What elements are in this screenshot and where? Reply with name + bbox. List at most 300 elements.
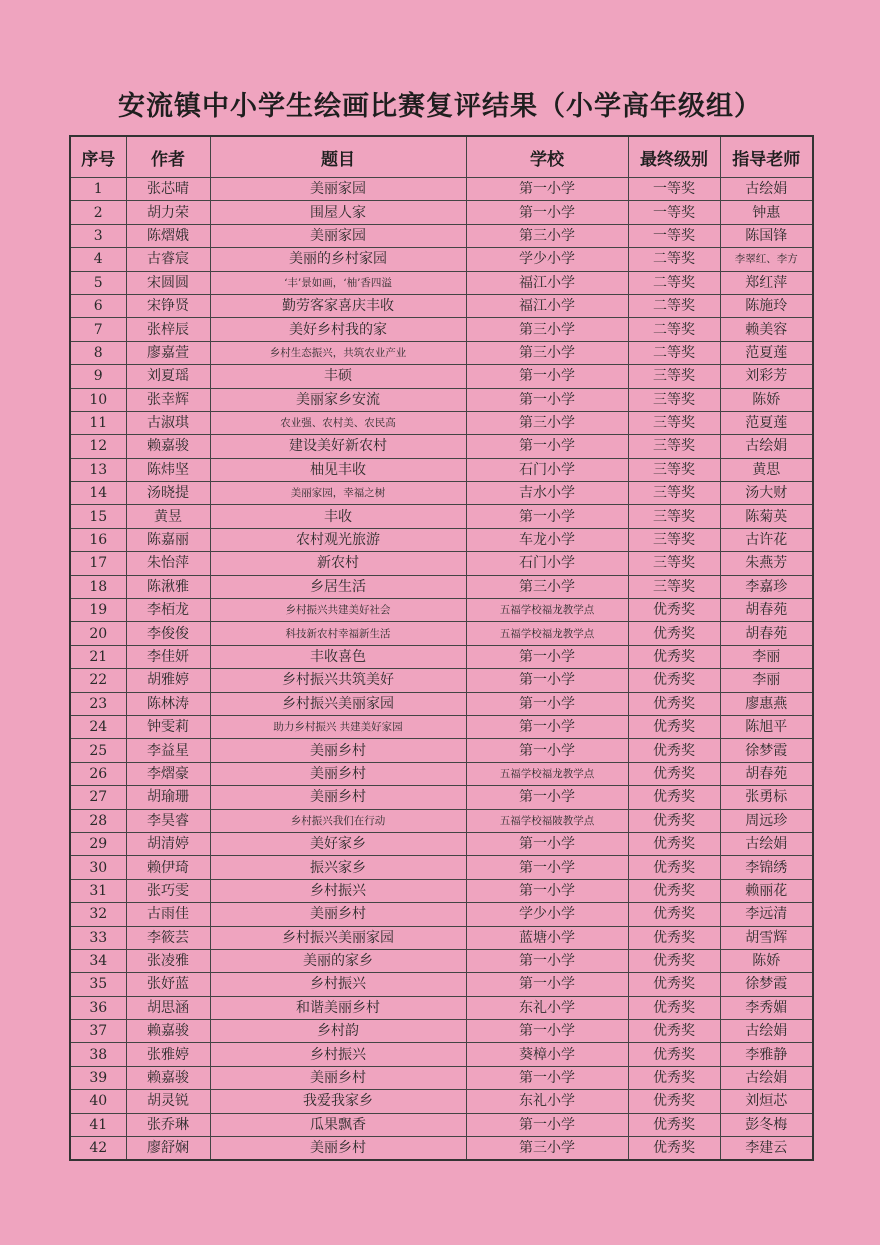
cell-author: 张凌雅 [126, 949, 210, 972]
cell-no: 34 [70, 949, 126, 972]
cell-subject: 农业强、农村美、农民高 [210, 411, 466, 434]
table-row [70, 1066, 813, 1089]
cell-level: 二等奖 [628, 294, 720, 317]
cell-school: 福江小学 [466, 271, 628, 294]
cell-subject: 乡居生活 [210, 575, 466, 598]
cell-no: 21 [70, 645, 126, 668]
cell-level: 优秀奖 [628, 622, 720, 645]
cell-teacher: 李秀媚 [720, 996, 813, 1019]
cell-level: 优秀奖 [628, 762, 720, 785]
cell-school: 车龙小学 [466, 528, 628, 551]
cell-subject: 丰硕 [210, 365, 466, 388]
cell-teacher: 陈菊英 [720, 505, 813, 528]
cell-subject: 乡村振兴我们在行动 [210, 809, 466, 832]
cell-teacher: 胡春苑 [720, 762, 813, 785]
cell-level: 优秀奖 [628, 1066, 720, 1089]
cell-teacher: 李建云 [720, 1137, 813, 1161]
cell-no: 25 [70, 739, 126, 762]
cell-author: 张芯晴 [126, 178, 210, 201]
cell-subject: 美丽乡村 [210, 786, 466, 809]
table-row [70, 669, 813, 692]
header-school: 学校 [466, 136, 628, 178]
cell-level: 二等奖 [628, 271, 720, 294]
cell-teacher: 古绘娟 [720, 1020, 813, 1043]
cell-author: 钟雯莉 [126, 715, 210, 738]
cell-subject: 农村观光旅游 [210, 528, 466, 551]
table-row [70, 832, 813, 855]
cell-author: 古睿宸 [126, 248, 210, 271]
cell-author: 陈嘉丽 [126, 528, 210, 551]
cell-no: 19 [70, 599, 126, 622]
cell-subject: 助力乡村振兴 共建美好家园 [210, 715, 466, 738]
table-row [70, 996, 813, 1019]
cell-level: 优秀奖 [628, 669, 720, 692]
cell-no: 22 [70, 669, 126, 692]
cell-school: 第一小学 [466, 435, 628, 458]
cell-teacher: 刘烜芯 [720, 1090, 813, 1113]
cell-author: 陈熠娥 [126, 224, 210, 247]
cell-school: 石门小学 [466, 552, 628, 575]
cell-level: 三等奖 [628, 411, 720, 434]
cell-level: 三等奖 [628, 575, 720, 598]
cell-author: 廖嘉萱 [126, 341, 210, 364]
cell-author: 张梓辰 [126, 318, 210, 341]
cell-subject: 乡村振兴美丽家园 [210, 692, 466, 715]
table-row [70, 458, 813, 481]
table-row [70, 341, 813, 364]
cell-teacher: 彭冬梅 [720, 1113, 813, 1136]
cell-author: 陈炜坚 [126, 458, 210, 481]
cell-no: 35 [70, 973, 126, 996]
cell-author: 古淑琪 [126, 411, 210, 434]
table-row [70, 318, 813, 341]
cell-level: 三等奖 [628, 435, 720, 458]
table-row [70, 201, 813, 224]
table-row [70, 622, 813, 645]
cell-teacher: 李雅静 [720, 1043, 813, 1066]
cell-school: 第一小学 [466, 669, 628, 692]
results-table [69, 135, 814, 1161]
cell-no: 11 [70, 411, 126, 434]
table-row [70, 926, 813, 949]
header-no: 序号 [70, 136, 126, 178]
cell-subject: 丰收 [210, 505, 466, 528]
header-author: 作者 [126, 136, 210, 178]
cell-no: 20 [70, 622, 126, 645]
cell-teacher: 李翠红、李方 [720, 248, 813, 271]
cell-no: 31 [70, 879, 126, 902]
cell-teacher: 古绘娟 [720, 1066, 813, 1089]
cell-school: 五福学校福龙教学点 [466, 762, 628, 785]
cell-subject: 振兴家乡 [210, 856, 466, 879]
cell-subject: 美好乡村我的家 [210, 318, 466, 341]
cell-school: 第一小学 [466, 856, 628, 879]
cell-no: 36 [70, 996, 126, 1019]
cell-level: 三等奖 [628, 528, 720, 551]
cell-subject: 柚见丰收 [210, 458, 466, 481]
cell-school: 第三小学 [466, 575, 628, 598]
cell-school: 福江小学 [466, 294, 628, 317]
cell-level: 三等奖 [628, 552, 720, 575]
cell-no: 6 [70, 294, 126, 317]
cell-author: 张妤蓝 [126, 973, 210, 996]
table-row [70, 435, 813, 458]
cell-subject: 乡村生态振兴，共筑农业产业 [210, 341, 466, 364]
cell-no: 38 [70, 1043, 126, 1066]
cell-subject: 乡村振兴 [210, 1043, 466, 1066]
cell-author: 李佳妍 [126, 645, 210, 668]
cell-level: 二等奖 [628, 318, 720, 341]
cell-teacher: 陈娇 [720, 388, 813, 411]
cell-no: 16 [70, 528, 126, 551]
cell-teacher: 赖丽花 [720, 879, 813, 902]
cell-author: 胡力荣 [126, 201, 210, 224]
cell-subject: 勤劳客家喜庆丰收 [210, 294, 466, 317]
cell-level: 优秀奖 [628, 645, 720, 668]
cell-teacher: 周远珍 [720, 809, 813, 832]
table-row [70, 294, 813, 317]
page-title: 安流镇中小学生绘画比赛复评结果（小学高年级组） [118, 91, 762, 122]
cell-subject: 和谐美丽乡村 [210, 996, 466, 1019]
cell-no: 32 [70, 903, 126, 926]
cell-author: 赖伊琦 [126, 856, 210, 879]
cell-subject: 美丽的乡村家园 [210, 248, 466, 271]
cell-author: 张雅婷 [126, 1043, 210, 1066]
cell-teacher: 汤大财 [720, 482, 813, 505]
cell-teacher: 李锦绣 [720, 856, 813, 879]
cell-teacher: 李丽 [720, 669, 813, 692]
cell-author: 赖嘉骏 [126, 1066, 210, 1089]
cell-teacher: 陈施玲 [720, 294, 813, 317]
cell-level: 优秀奖 [628, 1090, 720, 1113]
table-row [70, 271, 813, 294]
table-row [70, 973, 813, 996]
table-row [70, 809, 813, 832]
cell-level: 三等奖 [628, 365, 720, 388]
cell-teacher: 徐梦霞 [720, 973, 813, 996]
cell-school: 第一小学 [466, 365, 628, 388]
cell-author: 廖舒娴 [126, 1137, 210, 1161]
cell-school: 第三小学 [466, 318, 628, 341]
cell-no: 30 [70, 856, 126, 879]
cell-no: 26 [70, 762, 126, 785]
cell-author: 陈林涛 [126, 692, 210, 715]
table-row [70, 224, 813, 247]
cell-teacher: 李远清 [720, 903, 813, 926]
cell-author: 胡清婷 [126, 832, 210, 855]
cell-level: 优秀奖 [628, 599, 720, 622]
cell-teacher: 陈旭平 [720, 715, 813, 738]
cell-no: 42 [70, 1137, 126, 1161]
table-row [70, 482, 813, 505]
table-row [70, 856, 813, 879]
cell-teacher: 廖惠燕 [720, 692, 813, 715]
cell-teacher: 范夏莲 [720, 341, 813, 364]
cell-no: 2 [70, 201, 126, 224]
cell-level: 优秀奖 [628, 1137, 720, 1161]
cell-teacher: 徐梦霞 [720, 739, 813, 762]
table-row [70, 388, 813, 411]
cell-subject: 新农村 [210, 552, 466, 575]
cell-level: 优秀奖 [628, 973, 720, 996]
cell-no: 15 [70, 505, 126, 528]
table-row [70, 762, 813, 785]
cell-school: 第一小学 [466, 715, 628, 738]
cell-level: 优秀奖 [628, 809, 720, 832]
cell-subject: 美丽的家乡 [210, 949, 466, 972]
cell-no: 14 [70, 482, 126, 505]
cell-level: 三等奖 [628, 388, 720, 411]
table-row [70, 365, 813, 388]
table-row [70, 411, 813, 434]
cell-school: 第一小学 [466, 786, 628, 809]
cell-level: 优秀奖 [628, 715, 720, 738]
cell-level: 优秀奖 [628, 996, 720, 1019]
cell-author: 陈湫雅 [126, 575, 210, 598]
cell-subject: 乡村振兴 [210, 973, 466, 996]
cell-no: 41 [70, 1113, 126, 1136]
cell-school: 第一小学 [466, 692, 628, 715]
cell-no: 18 [70, 575, 126, 598]
cell-teacher: 古绘娟 [720, 832, 813, 855]
cell-no: 10 [70, 388, 126, 411]
cell-subject: 乡村韵 [210, 1020, 466, 1043]
cell-author: 张乔琳 [126, 1113, 210, 1136]
table-row [70, 786, 813, 809]
cell-level: 优秀奖 [628, 1020, 720, 1043]
cell-subject: 美丽家乡安流 [210, 388, 466, 411]
cell-school: 蓝塘小学 [466, 926, 628, 949]
cell-no: 7 [70, 318, 126, 341]
table-row [70, 879, 813, 902]
cell-author: 胡雅婷 [126, 669, 210, 692]
cell-author: 赖嘉骏 [126, 435, 210, 458]
cell-subject: 乡村振兴 [210, 879, 466, 902]
cell-no: 1 [70, 178, 126, 201]
cell-teacher: 刘彩芳 [720, 365, 813, 388]
table-row [70, 1090, 813, 1113]
cell-subject: 丰收喜色 [210, 645, 466, 668]
cell-no: 13 [70, 458, 126, 481]
table-row [70, 248, 813, 271]
table-row [70, 505, 813, 528]
cell-no: 9 [70, 365, 126, 388]
cell-school: 第一小学 [466, 1066, 628, 1089]
cell-level: 优秀奖 [628, 1113, 720, 1136]
cell-no: 3 [70, 224, 126, 247]
cell-author: 汤晓提 [126, 482, 210, 505]
cell-teacher: 黄思 [720, 458, 813, 481]
cell-school: 第一小学 [466, 973, 628, 996]
cell-subject: 科技新农村幸福新生活 [210, 622, 466, 645]
cell-level: 优秀奖 [628, 949, 720, 972]
table-row [70, 692, 813, 715]
table-row [70, 575, 813, 598]
cell-no: 27 [70, 786, 126, 809]
cell-school: 第三小学 [466, 1137, 628, 1161]
cell-teacher: 陈娇 [720, 949, 813, 972]
table-row [70, 645, 813, 668]
cell-author: 黄昱 [126, 505, 210, 528]
table-header-row [70, 136, 813, 178]
cell-subject: 围屋人家 [210, 201, 466, 224]
table-row [70, 552, 813, 575]
cell-level: 三等奖 [628, 505, 720, 528]
cell-subject: 美丽乡村 [210, 1066, 466, 1089]
table-row [70, 1020, 813, 1043]
cell-author: 宋圆圆 [126, 271, 210, 294]
cell-subject: 我爱我家乡 [210, 1090, 466, 1113]
cell-school: 第一小学 [466, 645, 628, 668]
header-teacher: 指导老师 [720, 136, 813, 178]
table-row [70, 1137, 813, 1161]
cell-school: 学少小学 [466, 903, 628, 926]
table-body [70, 178, 813, 1161]
cell-no: 23 [70, 692, 126, 715]
cell-no: 40 [70, 1090, 126, 1113]
cell-no: 33 [70, 926, 126, 949]
table-row [70, 739, 813, 762]
cell-school: 第三小学 [466, 224, 628, 247]
cell-level: 优秀奖 [628, 879, 720, 902]
cell-subject: 美丽乡村 [210, 1137, 466, 1161]
cell-level: 优秀奖 [628, 786, 720, 809]
cell-school: 第一小学 [466, 388, 628, 411]
cell-level: 二等奖 [628, 341, 720, 364]
cell-no: 17 [70, 552, 126, 575]
cell-teacher: 胡春苑 [720, 599, 813, 622]
cell-author: 李昊睿 [126, 809, 210, 832]
cell-school: 石门小学 [466, 458, 628, 481]
cell-no: 8 [70, 341, 126, 364]
cell-school: 第一小学 [466, 178, 628, 201]
cell-teacher: 郑红萍 [720, 271, 813, 294]
cell-subject: 美丽乡村 [210, 739, 466, 762]
cell-subject: 乡村振兴共筑美好 [210, 669, 466, 692]
cell-subject: 瓜果飘香 [210, 1113, 466, 1136]
cell-author: 朱怡萍 [126, 552, 210, 575]
header-subject: 题目 [210, 136, 466, 178]
cell-no: 24 [70, 715, 126, 738]
cell-level: 三等奖 [628, 482, 720, 505]
cell-teacher: 陈国锋 [720, 224, 813, 247]
table-row [70, 178, 813, 201]
cell-subject: 美好家乡 [210, 832, 466, 855]
cell-level: 优秀奖 [628, 1043, 720, 1066]
cell-author: 古雨佳 [126, 903, 210, 926]
cell-teacher: 李嘉珍 [720, 575, 813, 598]
cell-school: 第一小学 [466, 201, 628, 224]
cell-school: 五福学校福龙教学点 [466, 599, 628, 622]
cell-no: 4 [70, 248, 126, 271]
table-row [70, 599, 813, 622]
cell-subject: 美丽乡村 [210, 762, 466, 785]
table-row [70, 1043, 813, 1066]
cell-school: 吉水小学 [466, 482, 628, 505]
cell-school: 第一小学 [466, 505, 628, 528]
cell-subject: 美丽乡村 [210, 903, 466, 926]
cell-author: 赖嘉骏 [126, 1020, 210, 1043]
cell-author: 李栢龙 [126, 599, 210, 622]
cell-level: 优秀奖 [628, 856, 720, 879]
cell-no: 39 [70, 1066, 126, 1089]
table-row [70, 1113, 813, 1136]
cell-teacher: 钟惠 [720, 201, 813, 224]
cell-no: 12 [70, 435, 126, 458]
cell-level: 三等奖 [628, 458, 720, 481]
cell-school: 第一小学 [466, 739, 628, 762]
cell-teacher: 古绘娟 [720, 435, 813, 458]
cell-level: 一等奖 [628, 201, 720, 224]
cell-level: 二等奖 [628, 248, 720, 271]
cell-author: 胡瑜珊 [126, 786, 210, 809]
header-level: 最终级别 [628, 136, 720, 178]
cell-author: 张巧雯 [126, 879, 210, 902]
cell-school: 东礼小学 [466, 996, 628, 1019]
cell-no: 37 [70, 1020, 126, 1043]
cell-author: 刘夏瑶 [126, 365, 210, 388]
cell-subject: 美丽家园，幸福之树 [210, 482, 466, 505]
table-row [70, 715, 813, 738]
cell-level: 一等奖 [628, 224, 720, 247]
cell-teacher: 胡春苑 [720, 622, 813, 645]
cell-teacher: 张勇标 [720, 786, 813, 809]
cell-teacher: 李丽 [720, 645, 813, 668]
cell-school: 第一小学 [466, 949, 628, 972]
cell-no: 28 [70, 809, 126, 832]
cell-subject: 乡村振兴美丽家园 [210, 926, 466, 949]
cell-author: 宋铮贤 [126, 294, 210, 317]
cell-author: 张幸辉 [126, 388, 210, 411]
cell-school: 第一小学 [466, 1113, 628, 1136]
cell-author: 李俊俊 [126, 622, 210, 645]
cell-teacher: 赖美容 [720, 318, 813, 341]
cell-level: 一等奖 [628, 178, 720, 201]
cell-teacher: 古绘娟 [720, 178, 813, 201]
cell-teacher: 朱燕芳 [720, 552, 813, 575]
cell-school: 五福学校福陂教学点 [466, 809, 628, 832]
cell-author: 胡思涵 [126, 996, 210, 1019]
cell-no: 5 [70, 271, 126, 294]
table-row [70, 949, 813, 972]
cell-subject: 美丽家园 [210, 178, 466, 201]
cell-school: 五福学校福龙教学点 [466, 622, 628, 645]
cell-school: 学少小学 [466, 248, 628, 271]
cell-level: 优秀奖 [628, 739, 720, 762]
cell-subject: ‘丰’景如画，‘柚’香四溢 [210, 271, 466, 294]
cell-author: 李熠豪 [126, 762, 210, 785]
cell-level: 优秀奖 [628, 692, 720, 715]
cell-subject: 美丽家园 [210, 224, 466, 247]
table-row [70, 903, 813, 926]
cell-author: 李益星 [126, 739, 210, 762]
cell-teacher: 胡雪辉 [720, 926, 813, 949]
cell-author: 李筱芸 [126, 926, 210, 949]
cell-subject: 建设美好新农村 [210, 435, 466, 458]
cell-school: 葵樟小学 [466, 1043, 628, 1066]
table-row [70, 528, 813, 551]
cell-level: 优秀奖 [628, 926, 720, 949]
cell-no: 29 [70, 832, 126, 855]
cell-school: 第一小学 [466, 879, 628, 902]
cell-author: 胡灵锐 [126, 1090, 210, 1113]
cell-subject: 乡村振兴共建美好社会 [210, 599, 466, 622]
cell-school: 第一小学 [466, 1020, 628, 1043]
cell-teacher: 古许花 [720, 528, 813, 551]
cell-level: 优秀奖 [628, 903, 720, 926]
cell-level: 优秀奖 [628, 832, 720, 855]
cell-school: 东礼小学 [466, 1090, 628, 1113]
